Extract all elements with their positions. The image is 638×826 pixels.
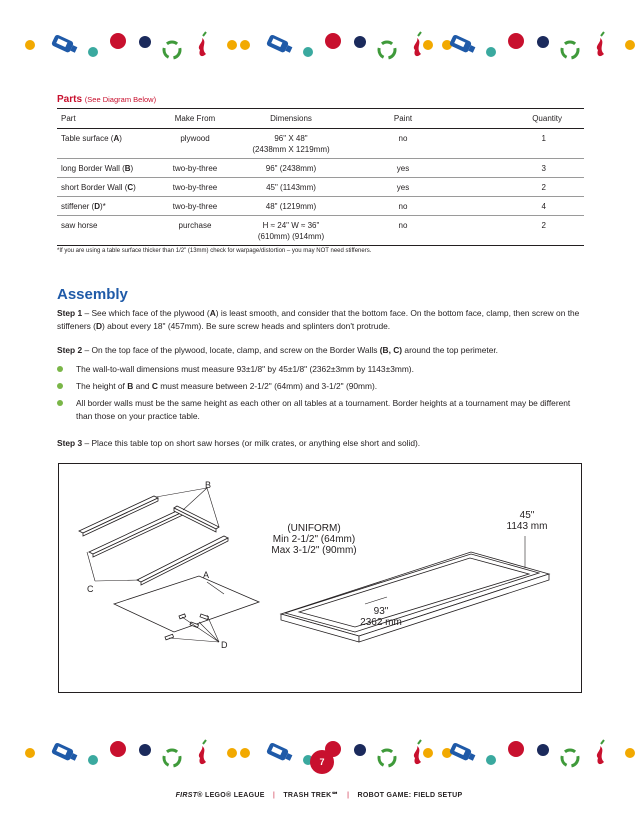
quantity-cell: 3 [457,159,584,178]
label-d: D [221,640,228,650]
part-cell: short Border Wall (C) [57,178,157,197]
page-footer [0,791,638,799]
navy-dot-icon [139,36,151,48]
bullet-icon [57,383,63,389]
step-2-paragraph [57,344,587,357]
parts-heading [57,94,156,105]
list-item [57,363,587,376]
table-surface-a [114,576,259,632]
quantity-cell: 2 [457,216,584,246]
make-cell: two-by-three [157,178,233,197]
part-cell: saw horse [57,216,157,246]
part-cell: stiffener (D)* [57,197,157,216]
table-footnote: *If you are using a table surface thicker than 1/2" (13mm) check for warpage/distortion – you may NOT need stiffeners. [57,248,372,254]
diagram-drawing [59,464,583,694]
dimensions-cell: 48" (1219mm) [233,197,349,216]
make-cell: purchase [157,216,233,246]
height-spec-line: Max 3-1/2" (90mm) [271,545,357,556]
column-header-part: Part [57,109,157,129]
part-cell: long Border Wall (B) [57,159,157,178]
list-item-text: The wall-to-wall dimensions must measure 93±1/8" by 45±1/8" (2362±3mm by 1143±3mm). [76,364,414,374]
requirements-list [57,363,587,427]
footer-robot-game: ROBOT GAME: FIELD SETUP [357,792,463,799]
border-wall-b-middle [89,509,185,557]
water-bottle-icon [51,34,79,55]
list-item [57,397,587,423]
quantity-cell: 1 [457,129,584,159]
label-a: A [203,570,210,580]
parts-subtitle: (See Diagram Below) [84,95,157,104]
step-1-paragraph [57,307,587,333]
dimension-line: 96" X 48" [274,134,308,143]
list-item-text: All border walls must be the same height as each other on all tables at a tournament. Border heights at a tournament may be different than those on your practice table. [76,398,571,421]
step-3-text: – Place this table top on short saw horses (or milk crates, or anything else short and solid). [82,438,421,448]
step-3-label: Step 3 [57,438,83,448]
border-wall-c-short [174,506,219,532]
paint-cell: yes [349,178,457,197]
paint-cell: no [349,216,457,246]
red-dot-icon [110,33,126,49]
column-header-dimensions: Dimensions [233,109,349,129]
width-dimension-metric: 1143 mm [506,521,548,532]
quantity-cell: 4 [457,197,584,216]
dimension-line-metric: (2438mm X 1219mm) [252,145,330,154]
decorative-icons [0,28,638,62]
height-spec-line: Min 2-1/2" (64mm) [272,534,356,545]
height-spec-line: (UNIFORM) [287,523,341,534]
border-wall-b-bottom [137,536,228,585]
step-2-label: Step 2 [57,345,83,355]
apple-core-icon [199,740,206,764]
length-dimension-metric: 2362 mm [360,617,402,628]
table-row [57,216,584,246]
parts-title: Parts [57,94,83,105]
length-dimension-imperial: 93" [373,606,389,617]
assembled-table [281,552,549,642]
footer-lego-league: ® LEGO® LEAGUE [197,792,265,799]
column-header-quantity: Quantity [457,109,584,129]
list-item-text: The height of B and C must measure between 2-1/2" (64mm) and 3-1/2" (90mm). [76,381,378,391]
top-decoration-row [0,28,638,62]
teal-dot-icon [88,47,98,57]
footer-separator: | [272,792,276,799]
apple-core-icon [199,32,206,56]
dimensions-cell [233,216,349,246]
yellow-dot-icon [227,40,237,50]
water-bottle-icon [51,742,79,763]
step-1-label: Step 1 [57,308,83,318]
red-dot-icon [110,741,126,757]
column-header-paint: Paint [349,109,457,129]
step-1-text: – See which face of the plywood (A) is least smooth, and consider that the bottom face. On the bottom face, clamp, then screw on the stiffeners (D) about every 18" (457mm). Be sure screw heads and splinters don't protrude. [57,308,580,331]
table-row [57,159,584,178]
label-b: B [205,480,212,490]
teal-dot-icon [88,755,98,765]
step-2-text: – On the top face of the plywood, locate, clamp, and screw on the Border Walls (B, C) around the top perimeter. [82,345,499,355]
paint-cell: no [349,129,457,159]
navy-dot-icon [139,744,151,756]
yellow-dot-icon [25,748,35,758]
dimension-line-metric: (610mm) (914mm) [257,232,325,241]
height-spec-label [264,523,364,556]
paint-cell: no [349,197,457,216]
column-header-make-from: Make From [157,109,233,129]
yellow-dot-icon [25,40,35,50]
make-cell: plywood [157,129,233,159]
part-cell: Table surface (A) [57,129,157,159]
page-number-badge: 7 [310,750,334,774]
list-item [57,380,587,393]
width-dimension-imperial: 45" [519,510,535,521]
footer-trash-trek: TRASH TREK℠ [283,792,339,799]
dimensions-cell: 45" (1143mm) [233,178,349,197]
paint-cell: yes [349,159,457,178]
make-cell: two-by-three [157,197,233,216]
step-3-paragraph [57,437,587,450]
quantity-cell: 2 [457,178,584,197]
label-c: C [87,584,94,594]
table-row [57,178,584,197]
footer-first: FIRST [175,792,198,799]
dimensions-cell [233,129,349,159]
dimensions-cell: 96" (2438mm) [233,159,349,178]
make-cell: two-by-three [157,159,233,178]
yellow-dot-icon [227,748,237,758]
table-header-row [57,109,584,129]
bullet-icon [57,366,63,372]
assembly-heading: Assembly [57,286,128,303]
recycle-icon [164,750,180,766]
assembly-diagram [58,463,582,693]
table-row [57,197,584,216]
table-row [57,129,584,159]
length-dimension-label [351,606,411,628]
bullet-icon [57,400,63,406]
dimension-line: H ≈ 24" W ≈ 36" [262,221,320,230]
recycle-icon [164,42,180,58]
parts-table [57,108,584,246]
footer-separator: | [347,792,350,799]
width-dimension-label [499,510,555,532]
